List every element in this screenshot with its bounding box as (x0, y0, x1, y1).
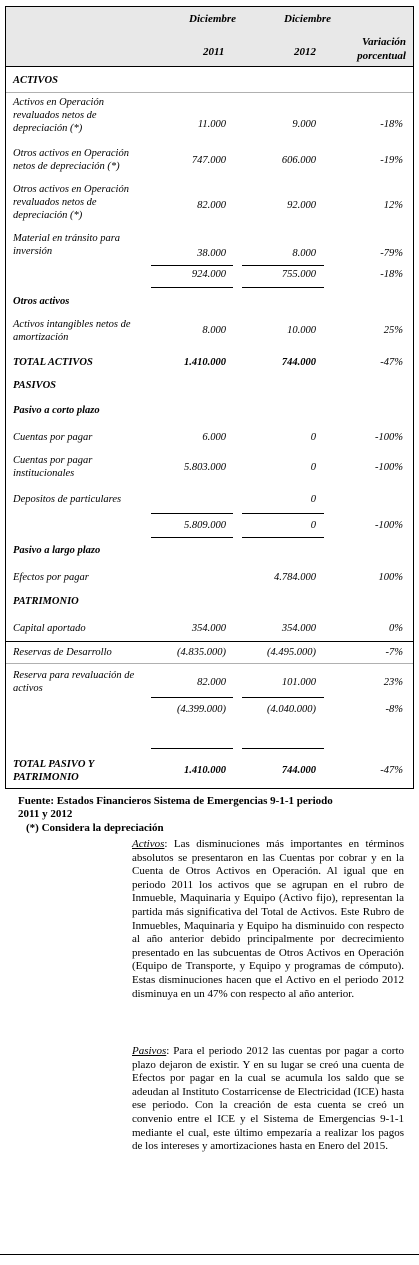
header-year-2012: 2012 (294, 46, 316, 58)
source-note-2: 2011 y 2012 (18, 808, 73, 820)
table-header (6, 7, 413, 67)
subtotal-line (242, 748, 324, 749)
row1-var: -18% (380, 119, 403, 130)
section-pasivo-largo: Pasivo a largo plazo (13, 545, 101, 556)
row4-label-2: inversión (13, 246, 53, 257)
row8-v2012: 0 (310, 494, 316, 505)
subtotal-line (242, 287, 324, 288)
row9-label-1: Efectos por pagar (13, 572, 89, 583)
subtotal-line (242, 537, 324, 538)
pasivos-body: : Para el periodo 2012 las cuentas por pagar a corto plazo dejaron de existir. Y en su lugar se creó una cuenta de Efectos por pagar en la cual se acumula los saldo que se adeudan al Instituto Costarricense de Electricidad (ICE) hasta ese periodo. Con la creación de esta cuenta se creó un convenio entre el ICE y el Sistema de Emergencias 9-1-1 mediante el cual, este último empezaría a realizar los pagos de los intereses y amortizaciones hasta en Enero del 2015. (132, 1045, 404, 1153)
row10-var: 0% (389, 623, 403, 634)
row5-var: 25% (383, 325, 403, 336)
row6-var: -100% (375, 432, 403, 443)
row6-label-1: Cuentas por pagar (13, 432, 93, 443)
row3-var: 12% (383, 200, 403, 211)
header-variation-1: Variación (361, 36, 406, 48)
row1-label-1: Activos en Operación (13, 97, 104, 108)
total-activos-var: -47% (380, 357, 403, 368)
pasivos-heading: Pasivos (132, 1045, 167, 1057)
row12-label-1: Reserva para revaluación de (13, 670, 135, 681)
subtotal-line (151, 287, 233, 288)
subtotal3-v2012: (4.040.000) (267, 704, 316, 715)
subtotal2-var: -100% (375, 520, 403, 531)
row2-v2011: 747.000 (191, 155, 226, 166)
row1-v2011: 11.000 (197, 119, 226, 130)
pasivos-paragraph (132, 1045, 404, 1154)
subtotal3-v2011: (4.399.000) (177, 704, 226, 715)
activos-body: : Las disminuciones más importantes en términos absolutos se presentaron en las Cuentas por cobrar y en la Cuenta de Otros Activos en Operación. Al igual que en periodo 2011 los activos que se agrupan en el rubro de Inmueble, Maquinaria y Equipo (Activo fijo), representan la partida más significativa del Total de Activos. Este Rubro de Inmuebles, Maquinaria y Equipo ha disminuido con respecto al año anterior debido principalmente por decrecimiento presentado en las subcuentas de Otros Activos en Operación (Equipo de Transporte, y Equipo y programas de cómputo). Estas disminuciones hacen que el Activo en el periodo 2012 disminuya en un 47% con respecto al año anterior. (132, 838, 404, 1000)
section-patrimonio: PATRIMONIO (13, 596, 79, 607)
source-note-1: Fuente: Estados Financieros Sistema de Emergencias 9-1-1 periodo (18, 795, 333, 807)
row1-v2012: 9.000 (292, 119, 316, 130)
subtotal3-var: -8% (385, 704, 403, 715)
subtotal-line (242, 265, 324, 266)
row2-var: -19% (380, 155, 403, 166)
subtotal2-v2012: 0 (310, 520, 316, 531)
row7-var: -100% (375, 462, 403, 473)
row2-v2012: 606.000 (281, 155, 316, 166)
row3-label-3: depreciación (*) (13, 210, 83, 221)
page-bottom-rule (0, 1254, 419, 1255)
row7-label-1: Cuentas por pagar (13, 455, 93, 466)
total-pasivo-label-2: PATRIMONIO (13, 772, 79, 783)
subtotal-line (151, 513, 233, 514)
balance-table (5, 6, 414, 789)
total-activos-label: TOTAL ACTIVOS (13, 357, 93, 368)
row-divider (6, 92, 413, 93)
row7-v2011: 5.803.000 (184, 462, 226, 473)
total-activos-v2011: 1.410.000 (184, 357, 226, 368)
row12-v2012: 101.000 (281, 677, 316, 688)
row10-label-1: Capital aportado (13, 623, 86, 634)
section-pasivos: PASIVOS (13, 380, 56, 391)
row7-label-2: institucionales (13, 468, 75, 479)
section-otros-activos: Otros activos (13, 296, 70, 307)
subtotal1-v2012: 755.000 (281, 269, 316, 280)
row2-label-2: netos de depreciación (*) (13, 161, 120, 172)
subtotal-line (151, 748, 233, 749)
header-variation-2: porcentual (357, 50, 406, 62)
subtotal-line (242, 513, 324, 514)
row1-label-3: depreciación (*) (13, 123, 83, 134)
row6-v2012: 0 (310, 432, 316, 443)
activos-paragraph (132, 838, 404, 1001)
total-pasivo-label-1: TOTAL PASIVO Y (13, 759, 95, 770)
row7-v2012: 0 (310, 462, 316, 473)
row8-label-1: Depositos de particulares (13, 494, 122, 505)
row5-label-1: Activos intangibles netos de (13, 319, 131, 330)
row9-v2012: 4.784.000 (274, 572, 316, 583)
row9-var: 100% (378, 572, 403, 583)
row11-var: -7% (385, 647, 403, 658)
row3-label-1: Otros activos en Operación (13, 184, 129, 195)
row10-v2012: 354.000 (281, 623, 316, 634)
header-month-2012: Diciembre (284, 13, 332, 25)
row11-label-1: Reservas de Desarrollo (13, 647, 112, 658)
row5-v2011: 8.000 (202, 325, 226, 336)
subtotal1-var: -18% (380, 269, 403, 280)
row-divider (6, 641, 413, 642)
row11-v2012: (4.495.000) (267, 647, 316, 658)
row1-label-2: revaluados netos de (13, 110, 97, 121)
row12-v2011: 82.000 (197, 677, 226, 688)
row3-label-2: revaluados netos de (13, 197, 97, 208)
row11-v2011: (4.835.000) (177, 647, 226, 658)
row4-v2011: 38.000 (197, 248, 226, 259)
row12-label-2: activos (13, 683, 43, 694)
row4-v2012: 8.000 (292, 248, 316, 259)
row10-v2011: 354.000 (191, 623, 226, 634)
row3-v2012: 92.000 (287, 200, 316, 211)
row4-label-1: Material en tránsito para (13, 233, 121, 244)
subtotal-line (151, 697, 233, 698)
subtotal-line (242, 697, 324, 698)
row-divider (6, 663, 413, 664)
row5-v2012: 10.000 (287, 325, 316, 336)
total-pasivo-v2011: 1.410.000 (184, 765, 226, 776)
subtotal2-v2011: 5.809.000 (184, 520, 226, 531)
header-month-2011: Diciembre (189, 13, 237, 25)
header-year-2011: 2011 (203, 46, 225, 58)
subtotal1-v2011: 924.000 (191, 269, 226, 280)
row2-label-1: Otros activos en Operación (13, 148, 129, 159)
row6-v2011: 6.000 (202, 432, 226, 443)
total-pasivo-v2012: 744.000 (281, 765, 316, 776)
activos-heading: Activos (132, 838, 165, 850)
section-activos: ACTIVOS (13, 75, 58, 86)
subtotal-line (151, 537, 233, 538)
row5-label-2: amortización (13, 332, 69, 343)
depreciation-note: (*) Considera la depreciación (26, 822, 164, 834)
total-activos-v2012: 744.000 (281, 357, 316, 368)
row3-v2011: 82.000 (197, 200, 226, 211)
row4-var: -79% (380, 248, 403, 259)
subtotal-line (151, 265, 233, 266)
section-pasivo-corto: Pasivo a corto plazo (13, 405, 100, 416)
row12-var: 23% (383, 677, 403, 688)
total-pasivo-var: -47% (380, 765, 403, 776)
